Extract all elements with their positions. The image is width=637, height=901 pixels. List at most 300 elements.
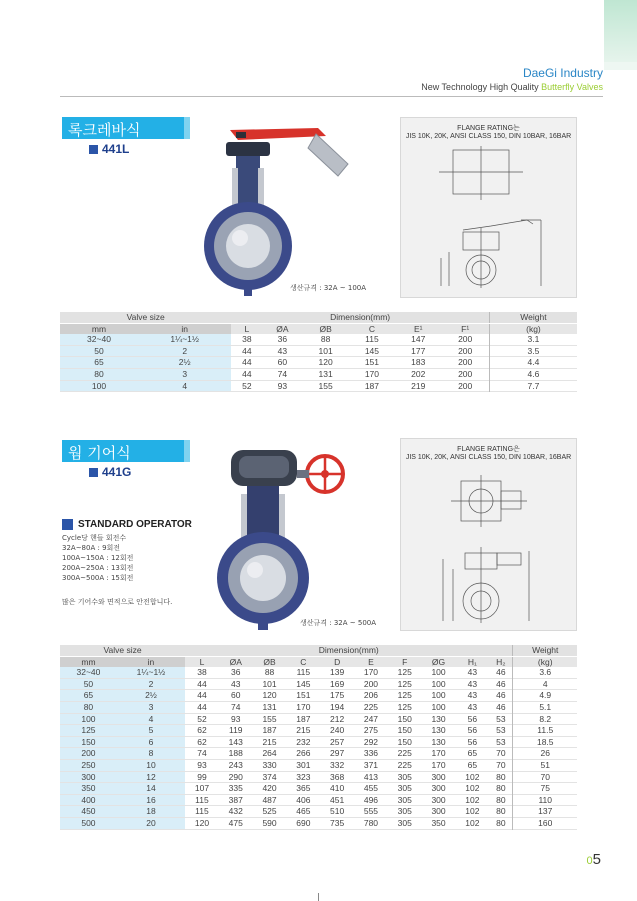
- table-cell: 387: [228, 794, 243, 805]
- table-row: [60, 725, 577, 737]
- table-cell: 70: [496, 759, 506, 770]
- table-cell: 187: [364, 380, 380, 391]
- table-cell: 44: [242, 357, 252, 368]
- table-cell: 20: [117, 817, 185, 829]
- table-cell: 10: [117, 759, 185, 771]
- table-cell: 400: [60, 794, 117, 806]
- operator-title-text: STANDARD OPERATOR: [78, 519, 192, 530]
- table-row: [60, 701, 577, 713]
- header-weight: Weight: [513, 645, 577, 656]
- table-cell: 200: [458, 334, 473, 345]
- table-cell: 65: [60, 357, 138, 369]
- table-cell: 80: [496, 783, 506, 794]
- table-cell: 99: [197, 771, 207, 782]
- header-dimension: Dimension(mm): [185, 645, 513, 656]
- header-divider: [60, 96, 603, 97]
- table-cell: 455: [363, 783, 379, 794]
- table-cell: 150: [397, 725, 412, 736]
- table-cell: 200: [363, 678, 379, 689]
- table-cell: 125: [60, 725, 117, 737]
- table-cell: 219: [411, 380, 426, 391]
- table-cell: 170: [431, 759, 446, 770]
- table-cell: 125: [397, 701, 412, 712]
- crop-mark: [318, 893, 319, 901]
- table-cell: 43: [467, 701, 478, 712]
- table-cell: 80: [60, 701, 117, 713]
- header-valve-size: Valve size: [60, 645, 185, 656]
- section-title-lever: 록크레바식: [62, 117, 184, 139]
- table-cell: 62: [197, 736, 207, 747]
- bullet-square-icon: [62, 519, 73, 530]
- table-cell: 275: [363, 725, 379, 736]
- table-cell: 125: [397, 667, 412, 678]
- table-cell: 292: [363, 736, 379, 747]
- table-cell: 266: [296, 748, 311, 759]
- lever-valve-photo: [198, 118, 388, 303]
- table-cell: 169: [330, 678, 345, 689]
- dimension-drawing-441l: [400, 117, 577, 298]
- operator-line: 100A~150A : 12회전: [62, 554, 134, 562]
- table-cell: 2: [117, 678, 185, 690]
- table-cell: 120: [318, 357, 333, 368]
- table-cell: 80: [60, 368, 138, 380]
- table-cell: 60: [231, 690, 241, 701]
- table-cell: 50: [60, 678, 117, 690]
- table-cell: 6: [117, 736, 185, 748]
- table-cell: 371: [363, 759, 379, 770]
- table-cell: 290: [228, 771, 243, 782]
- col-b: ØB: [302, 323, 348, 334]
- table-cell: 410: [330, 783, 345, 794]
- flange-rating-title: FLANGE RATING는: [457, 125, 520, 132]
- table-cell: 188: [228, 748, 243, 759]
- table-cell: 175: [330, 690, 345, 701]
- table-cell: 3.6: [513, 667, 577, 678]
- table-cell: 14: [117, 783, 185, 795]
- table-cell: 323: [296, 771, 311, 782]
- col-l: L: [231, 323, 262, 334]
- table-cell: 365: [296, 783, 311, 794]
- table-cell: 200: [458, 380, 473, 391]
- table-cell: 1¼~1½: [138, 334, 231, 345]
- table-row: [60, 667, 577, 678]
- spec-table-441g-body: [60, 667, 577, 829]
- header-weight: Weight: [489, 312, 577, 323]
- table-cell: 465: [296, 806, 311, 817]
- table-cell: 413: [363, 771, 379, 782]
- table-cell: 44: [197, 678, 207, 689]
- operator-line: Cycle당 핸들 회전수: [62, 534, 127, 542]
- dimension-drawing-441g: [400, 438, 577, 631]
- page-number-value: 5: [592, 851, 601, 868]
- table-cell: 243: [228, 759, 243, 770]
- table-cell: 100: [60, 713, 117, 725]
- table-cell: 145: [296, 678, 311, 689]
- tagline: [421, 82, 603, 92]
- table-cell: 170: [296, 701, 311, 712]
- table-row: [60, 380, 577, 392]
- table-cell: 374: [262, 771, 277, 782]
- table-cell: 52: [242, 380, 252, 391]
- table-cell: 475: [228, 817, 243, 828]
- table-cell: 44: [197, 690, 207, 701]
- table-row: [60, 368, 577, 380]
- table-cell: 65: [60, 690, 117, 702]
- table-cell: 56: [467, 725, 478, 736]
- table-cell: 110: [513, 794, 577, 806]
- table-cell: 194: [330, 701, 345, 712]
- table-cell: 130: [431, 736, 446, 747]
- model-label-441l: [89, 142, 129, 156]
- table-cell: 451: [330, 794, 345, 805]
- table-cell: 200: [458, 345, 473, 356]
- table-cell: 264: [262, 748, 277, 759]
- technical-drawing-icon: [401, 140, 576, 290]
- col-weight-unit: (kg): [513, 656, 577, 667]
- col-mm: mm: [60, 323, 138, 334]
- table-cell: 139: [330, 667, 345, 678]
- table-cell: 93: [231, 713, 241, 724]
- table-cell: 247: [363, 713, 379, 724]
- table-cell: 350: [60, 783, 117, 795]
- bullet-square-icon: [89, 145, 98, 154]
- spec-table-441l-body: [60, 334, 577, 391]
- spec-table-441l: [60, 312, 577, 392]
- table-cell: 53: [496, 736, 506, 747]
- section-title-worm-gear: 웜 기어식: [62, 440, 184, 462]
- table-cell: 38: [197, 667, 207, 678]
- table-cell: 590: [262, 817, 277, 828]
- table-cell: 51: [513, 759, 577, 771]
- table-cell: 130: [431, 725, 446, 736]
- bullet-square-icon: [89, 468, 98, 477]
- table-row: [60, 345, 577, 357]
- table-cell: 305: [397, 794, 412, 805]
- table-cell: 215: [296, 725, 311, 736]
- col-in: in: [138, 323, 231, 334]
- table-cell: 305: [397, 771, 412, 782]
- model-code: 441G: [102, 465, 132, 479]
- table-cell: 102: [465, 817, 480, 828]
- table-cell: 330: [262, 759, 277, 770]
- table-cell: 36: [231, 667, 241, 678]
- table-cell: 735: [330, 817, 345, 828]
- table-cell: 300: [431, 783, 446, 794]
- col-f: F: [388, 656, 422, 667]
- table-cell: 305: [397, 806, 412, 817]
- table-cell: 107: [194, 783, 210, 794]
- table-row: [60, 736, 577, 748]
- production-size-caption: 생산규격 : 32A ~ 500A: [300, 619, 377, 627]
- operator-turns-list: [62, 533, 133, 583]
- header-valve-size: Valve size: [60, 312, 231, 323]
- col-e: E¹: [395, 323, 441, 334]
- safety-note: 많은 기어수와 면적으로 안전합니다.: [62, 598, 173, 606]
- table-cell: 18: [117, 806, 185, 818]
- table-cell: 16: [117, 794, 185, 806]
- table-cell: 75: [513, 783, 577, 795]
- table-cell: 1¼~1½: [117, 667, 185, 678]
- table-cell: 102: [465, 794, 480, 805]
- flange-rating-standards: JIS 10K, 20K, ANSI CLASS 150, DIN 10BAR, 16BAR: [405, 133, 572, 140]
- flange-rating-title: FLANGE RATING은: [457, 446, 520, 453]
- table-cell: 300: [431, 771, 446, 782]
- table-cell: 297: [330, 748, 345, 759]
- table-cell: 70: [513, 771, 577, 783]
- operator-line: 300A~500A : 15회전: [62, 574, 134, 582]
- table-cell: 215: [262, 736, 277, 747]
- table-cell: 150: [397, 713, 412, 724]
- col-a: ØA: [262, 323, 302, 334]
- corner-decoration: [604, 0, 637, 62]
- col-a: ØA: [219, 656, 253, 667]
- col-f: F¹: [441, 323, 489, 334]
- table-cell: 3: [117, 701, 185, 713]
- production-size-caption: 생산규격 : 32A ~ 100A: [290, 284, 367, 292]
- table-row: [60, 334, 577, 345]
- table-row: [60, 748, 577, 760]
- col-weight-unit: (kg): [489, 323, 577, 334]
- table-cell: 187: [262, 725, 277, 736]
- table-cell: 200: [60, 748, 117, 760]
- table-cell: 120: [194, 817, 210, 828]
- table-cell: 50: [60, 345, 138, 357]
- table-row: [60, 357, 577, 369]
- table-cell: 183: [411, 357, 426, 368]
- table-row: [60, 713, 577, 725]
- table-row: [60, 794, 577, 806]
- table-cell: 56: [467, 713, 478, 724]
- table-cell: 115: [296, 667, 311, 678]
- table-cell: 80: [496, 806, 506, 817]
- table-cell: 206: [363, 690, 379, 701]
- table-cell: 119: [228, 725, 243, 736]
- table-cell: 88: [264, 667, 275, 678]
- operator-line: 200A~250A : 13회전: [62, 564, 134, 572]
- table-cell: 80: [496, 817, 506, 828]
- table-cell: 7.7: [489, 380, 577, 392]
- col-mm: mm: [60, 656, 117, 667]
- table-cell: 137: [513, 806, 577, 818]
- table-cell: 74: [197, 748, 207, 759]
- operator-heading: [62, 519, 192, 530]
- table-cell: 147: [411, 334, 426, 345]
- table-cell: 44: [242, 345, 252, 356]
- table-cell: 53: [496, 725, 506, 736]
- col-c: C: [286, 656, 320, 667]
- worm-gear-valve-photo: [205, 438, 395, 633]
- table-cell: 26: [513, 748, 577, 760]
- table-cell: 101: [318, 345, 333, 356]
- table-cell: 46: [496, 690, 506, 701]
- tagline-text: New Technology High Quality: [421, 82, 539, 92]
- table-cell: 3.5: [489, 345, 577, 357]
- table-cell: 5.1: [513, 701, 577, 713]
- table-cell: 74: [277, 368, 288, 379]
- table-cell: 2½: [117, 690, 185, 702]
- table-row: [60, 806, 577, 818]
- table-cell: 3.1: [489, 334, 577, 345]
- table-cell: 115: [365, 334, 379, 345]
- col-e: E: [354, 656, 388, 667]
- table-cell: 100: [431, 678, 446, 689]
- table-cell: 170: [364, 368, 380, 379]
- model-code: 441L: [102, 142, 130, 156]
- table-cell: 18.5: [513, 736, 577, 748]
- table-cell: 100: [431, 690, 446, 701]
- header-dimension: Dimension(mm): [231, 312, 489, 323]
- table-cell: 52: [197, 713, 207, 724]
- table-cell: 131: [262, 701, 277, 712]
- table-cell: 44: [197, 701, 207, 712]
- table-cell: 60: [277, 357, 288, 368]
- table-cell: 120: [262, 690, 277, 701]
- table-cell: 510: [330, 806, 345, 817]
- table-cell: 74: [231, 701, 241, 712]
- corner-decoration-lower: [604, 62, 637, 70]
- table-cell: 300: [431, 794, 446, 805]
- table-cell: 46: [496, 678, 506, 689]
- table-cell: 8.2: [513, 713, 577, 725]
- table-cell: 4.4: [489, 357, 577, 369]
- col-c: C: [349, 323, 395, 334]
- table-cell: 202: [411, 368, 426, 379]
- table-cell: 155: [318, 380, 333, 391]
- table-row: [60, 817, 577, 829]
- table-cell: 187: [296, 713, 311, 724]
- table-cell: 100: [431, 667, 446, 678]
- table-row: [60, 783, 577, 795]
- col-h2: H₂: [489, 656, 513, 667]
- table-cell: 38: [242, 334, 252, 345]
- table-cell: 450: [60, 806, 117, 818]
- table-cell: 43: [467, 678, 478, 689]
- table-cell: 65: [467, 748, 478, 759]
- table-cell: 305: [397, 783, 412, 794]
- table-cell: 43: [231, 678, 241, 689]
- table-cell: 432: [228, 806, 243, 817]
- table-cell: 102: [465, 783, 480, 794]
- spec-table-441g: [60, 645, 577, 830]
- table-cell: 65: [467, 759, 478, 770]
- table-cell: 102: [465, 771, 480, 782]
- table-cell: 43: [467, 690, 478, 701]
- table-cell: 62: [197, 725, 207, 736]
- table-cell: 496: [363, 794, 379, 805]
- table-cell: 43: [467, 667, 478, 678]
- table-cell: 102: [465, 806, 480, 817]
- table-cell: 335: [228, 783, 243, 794]
- brand-name: DaeGi Industry: [522, 66, 603, 80]
- table-cell: 44: [242, 368, 252, 379]
- table-cell: 177: [411, 345, 426, 356]
- flange-rating-standards: JIS 10K, 20K, ANSI CLASS 150, DIN 10BAR, 16BAR: [405, 454, 572, 461]
- table-cell: 145: [364, 345, 380, 356]
- table-cell: 151: [296, 690, 311, 701]
- table-cell: 2: [138, 345, 231, 357]
- table-cell: 240: [330, 725, 345, 736]
- table-cell: 332: [330, 759, 345, 770]
- table-cell: 500: [60, 817, 117, 829]
- table-cell: 131: [318, 368, 333, 379]
- table-cell: 2½: [138, 357, 231, 369]
- table-cell: 130: [431, 713, 446, 724]
- table-cell: 93: [277, 380, 288, 391]
- col-g: ØG: [422, 656, 456, 667]
- table-cell: 32~40: [60, 334, 138, 345]
- table-cell: 350: [431, 817, 446, 828]
- table-cell: 300: [60, 771, 117, 783]
- table-cell: 115: [195, 794, 209, 805]
- table-row: [60, 759, 577, 771]
- col-b: ØB: [253, 656, 287, 667]
- table-cell: 151: [364, 357, 380, 368]
- table-cell: 100: [60, 380, 138, 392]
- table-cell: 46: [496, 701, 506, 712]
- table-row: [60, 690, 577, 702]
- table-cell: 780: [363, 817, 379, 828]
- technical-drawing-icon: [401, 461, 576, 626]
- table-cell: 300: [431, 806, 446, 817]
- table-cell: 4: [117, 713, 185, 725]
- table-cell: 12: [117, 771, 185, 783]
- table-cell: 115: [195, 806, 209, 817]
- table-cell: 5: [117, 725, 185, 737]
- page-number: [587, 851, 601, 868]
- table-cell: 93: [197, 759, 207, 770]
- table-cell: 4.9: [513, 690, 577, 702]
- table-cell: 200: [458, 357, 473, 368]
- table-cell: 225: [363, 701, 379, 712]
- table-cell: 420: [262, 783, 277, 794]
- page-number-prefix: 0: [586, 855, 593, 867]
- table-cell: 4: [138, 380, 231, 392]
- col-h1: H₁: [455, 656, 489, 667]
- model-label-441g: [89, 465, 131, 479]
- table-cell: 368: [330, 771, 345, 782]
- table-cell: 80: [496, 771, 506, 782]
- table-cell: 257: [330, 736, 345, 747]
- table-cell: 56: [467, 736, 478, 747]
- table-cell: 200: [458, 368, 473, 379]
- table-cell: 46: [496, 667, 506, 678]
- table-cell: 150: [60, 736, 117, 748]
- col-in: in: [117, 656, 185, 667]
- table-cell: 32~40: [60, 667, 117, 678]
- table-cell: 143: [228, 736, 243, 747]
- table-cell: 88: [320, 334, 331, 345]
- table-cell: 170: [363, 667, 379, 678]
- table-cell: 101: [262, 678, 277, 689]
- table-cell: 155: [262, 713, 277, 724]
- table-row: [60, 678, 577, 690]
- table-cell: 11.5: [513, 725, 577, 737]
- table-cell: 232: [296, 736, 311, 747]
- table-row: [60, 771, 577, 783]
- table-cell: 170: [431, 748, 446, 759]
- table-cell: 555: [363, 806, 379, 817]
- operator-line: 32A~80A : 9회전: [62, 544, 121, 552]
- table-cell: 406: [296, 794, 311, 805]
- table-cell: 301: [296, 759, 311, 770]
- table-cell: 125: [397, 690, 412, 701]
- table-cell: 100: [431, 701, 446, 712]
- table-cell: 160: [513, 817, 577, 829]
- table-cell: 4: [513, 678, 577, 690]
- table-cell: 125: [397, 678, 412, 689]
- table-cell: 80: [496, 794, 506, 805]
- table-cell: 525: [262, 806, 277, 817]
